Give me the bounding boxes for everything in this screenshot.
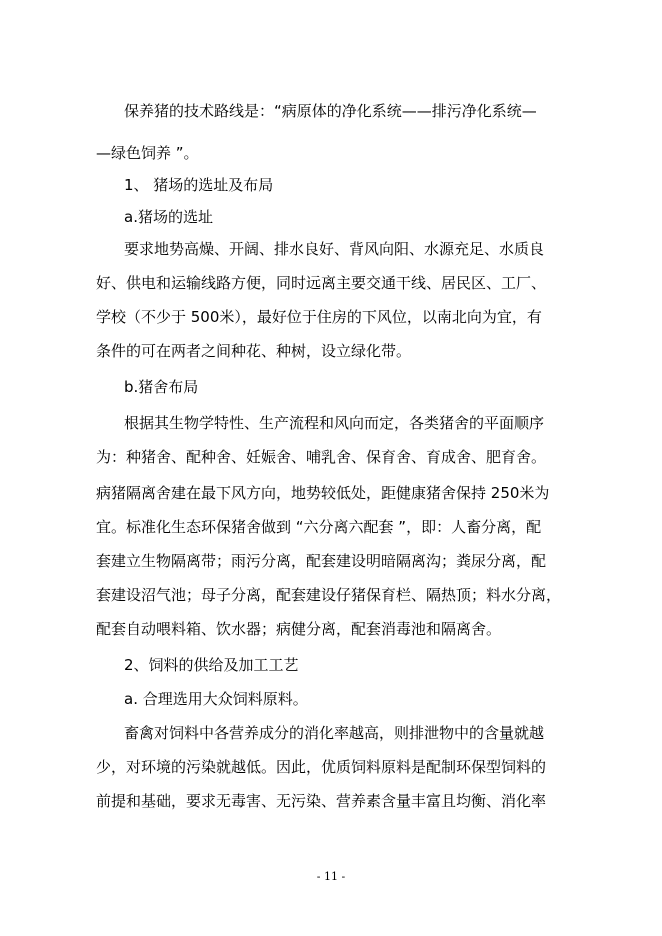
paragraph-line: 好、供电和运输线路方便，同时远离主要交通干线、居民区、工厂、 [96,274,547,292]
page-number: - 11 - [316,870,346,883]
paragraph-line: 为：种猪舍、配种舍、妊娠舍、哺乳舍、保育舍、育成舍、肥育舍。 [96,448,547,466]
section-heading: 1、 猪场的选址及布局 [124,176,274,194]
subsection-heading: a.猪场的选址 [124,208,213,226]
paragraph-line: 少，对环境的污染就越低。因此，优质饲料原料是配制环保型饲料的 [96,758,547,776]
paragraph-line: 套建设沼气池；母子分离，配套建设仔猪保育栏、隔热顶；料水分离， [96,586,562,604]
paragraph-line: 条件的可在两者之间种花、种树，设立绿化带。 [96,342,412,360]
paragraph-line: —绿色饲养 ”。 [96,144,199,162]
subsection-heading: a. 合理选用大众饲料原料。 [124,690,308,708]
paragraph-line: 病猪隔离舍建在最下风方向，地势较低处，距健康猪舍保持 250米为 [96,484,550,502]
section-heading: 2、饲料的供给及加工工艺 [124,656,299,674]
subsection-heading: b.猪舍布局 [124,378,199,396]
paragraph-line: 要求地势高燥、开阔、排水良好、背风向阳、水源充足、水质良 [124,240,545,258]
paragraph-line: 宜。标准化生态环保猪舍做到 “六分离六配套 ”，即：人畜分离，配 [96,518,542,536]
paragraph-line: 保养猪的技术路线是：“病原体的净化系统——排污净化系统— [124,102,537,120]
paragraph-line: 套建立生物隔离带；雨污分离，配套建设明暗隔离沟；粪尿分离，配 [96,552,547,570]
paragraph-line: 畜禽对饲料中各营养成分的消化率越高，则排泄物中的含量就越 [124,724,545,742]
paragraph-line: 前提和基础，要求无毒害、无污染、营养素含量丰富且均衡、消化率 [96,792,547,810]
paragraph-line: 根据其生物学特性、生产流程和风向而定，各类猪舍的平面顺序 [124,414,545,432]
paragraph-line: 学校（不少于 500米），最好位于住房的下风位，以南北向为宜，有 [96,308,542,326]
paragraph-line: 配套自动喂料箱、饮水器；病健分离，配套消毒池和隔离舍。 [96,620,502,638]
